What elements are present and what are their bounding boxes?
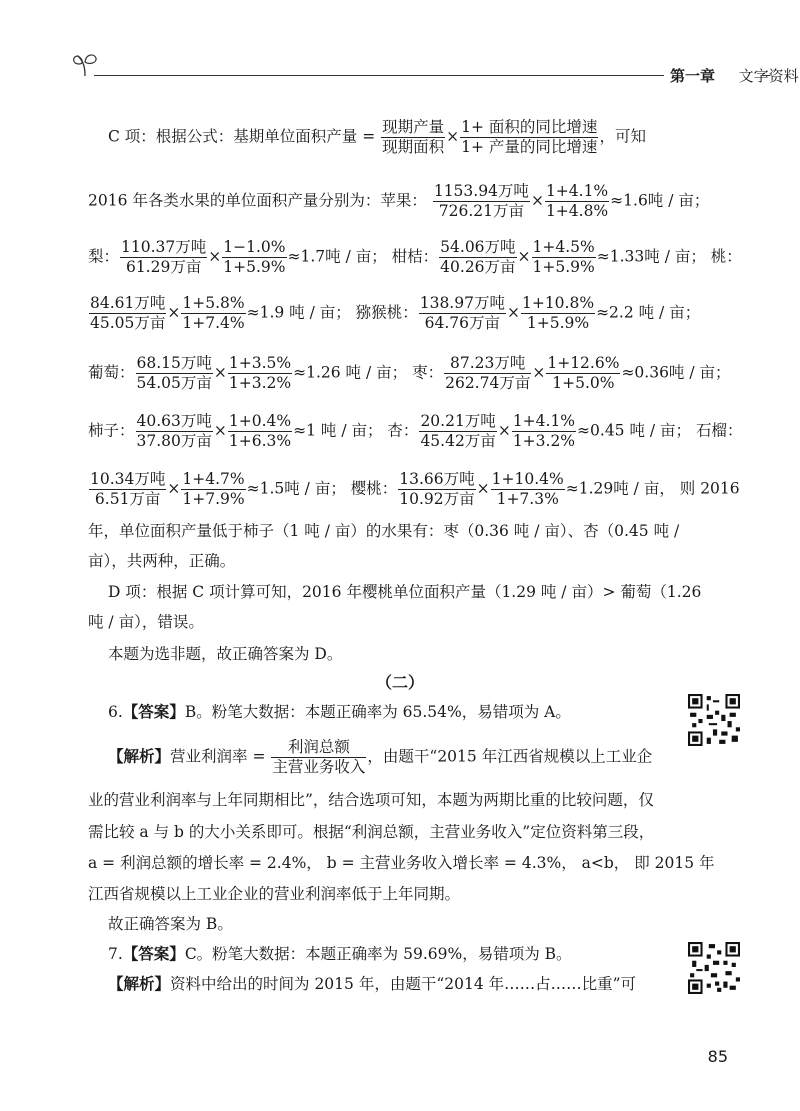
c-line-pear: 梨： $\frac{\text{110.37万吨}}{\text{61.29万亩}}$ × $\frac{1-1.0\%}{1+5.9\%}$ ≈1.7吨 / 亩； 柑桔： $\frac{\text{54.06万吨}}{\text{40.26万亩}}$ × $\frac{1+4.5\%}{1+5.9\%}$ ≈1.33吨 / 亩； 桃： [88,238,742,276]
c-suffix: ，可知 [599,127,646,146]
c-tail-line-1: 年，单位面积产量低于柿子（1 吨 / 亩）的水果有：枣（0.36 吨 / 亩）、杏（0.45 吨 / [88,522,680,540]
d-line-1: D 项：根据 C 项计算可知，2016 年樱桃单位面积产量（1.29 吨 / 亩）> 葡萄（1.26 [108,583,702,601]
q7-answer-line: 7.【答案】C。粉笔大数据：本题正确率为 59.69%，易错项为 B。 [108,945,572,963]
c-line-grape: 葡萄： $\frac{\text{68.15万吨}}{\text{54.05万亩}}$ × $\frac{1+3.5\%}{1+3.2\%}$ ≈1.26 吨 / 亩； 枣： $\frac{\text{87.23万吨}}{\text{262.74万亩}}$ × $\frac{1+12.6\%}{1+5.0\%}$ ≈0.36吨 / 亩； [88,354,731,392]
answer-tag: 【答案】 [122,703,185,721]
chapter-title: 文字资料 [738,67,799,85]
c-formula-line: C 项：根据公式：基期单位面积产量 = $\frac{\text{现期产量}}{\text{现期面积}}$ × $\frac{\text{1+ 面积的同比增速}}{\text{1+ 产量的同比增速}}$ ，可知 [108,118,646,156]
chapter-label: 第一章 [670,67,716,85]
formula-fraction-1: $\frac{\text{现期产量}}{\text{现期面积}}$ [382,118,445,156]
page-number: 85 [707,1047,728,1066]
q6-answer-line: 6.【答案】B。粉笔大数据：本题正确率为 65.54%，易错项为 A。 [108,703,571,721]
c-line-apple: 2016 年各类水果的单位面积产量分别为：苹果： $\frac{\text{1153.94万吨}}{\text{726.21万亩}}$ × $\frac{1+4.1\%}{1+4.8\%}$ ≈1.6吨 / 亩； [88,182,710,220]
q6-analysis-line-5: 江西省规模以上工业企业的营业利润率低于上年同期。 [88,885,461,903]
section-title: （二） [375,673,424,692]
formula-fraction-2: $\frac{\text{1+ 面积的同比增速}}{\text{1+ 产量的同比增速}}$ [461,118,598,156]
answer-tag: 【答案】 [122,945,185,963]
c-line-peach: $\frac{\text{84.61万吨}}{\text{45.05万亩}}$ × $\frac{1+5.8\%}{1+7.4\%}$ ≈1.9 吨 / 亩； 猕猴桃： $\frac{\text{138.97万吨}}{\text{64.76万亩}}$ × $\frac{1+10.8\%}{1+5.9\%}$ ≈2.2 吨 / 亩； [90,294,701,332]
qr-code-icon[interactable] [688,694,740,746]
q6-analysis-line-1: 【解析】营业利润率 = $\frac{\text{利润总额}}{\text{主营业务收入}}$ ，由题干“2015 年江西省规模以上工业企 [108,738,653,776]
header-text [670,65,799,86]
analysis-tag: 【解析】 [108,975,171,993]
header-rule [94,75,664,76]
c-line-persimmon: 柿子： $\frac{\text{40.63万吨}}{\text{37.80万亩}}$ × $\frac{1+0.4\%}{1+6.3\%}$ ≈1 吨 / 亩； 杏： $\frac{\text{20.21万吨}}{\text{45.42万亩}}$ × $\frac{1+4.1\%}{1+3.2\%}$ ≈0.45 吨 / 亩； 石榴： [88,412,743,450]
q7-analysis-line-1: 【解析】资料中给出的时间为 2015 年，由题干“2014 年……占……比重”可 [108,975,637,993]
c-tail-line-2: 亩），共两种，正确。 [88,552,236,570]
q6-analysis-line-2: 业的营业利润率与上年同期相比”，结合选项可知，本题为两期比重的比较问题，仅 [88,791,654,809]
leaf-icon [70,48,100,78]
q5-conclusion: 本题为选非题，故正确答案为 D。 [108,645,343,663]
profit-fraction: $\frac{\text{利润总额}}{\text{主营业务收入}}$ [272,738,366,776]
page-header [70,48,799,88]
q6-analysis-line-4: a = 利润总额的增长率 = 2.4%， b = 主营业务收入增长率 = 4.3%， a<b， 即 2015 年 [88,854,715,872]
d-line-2: 吨 / 亩），错误。 [88,613,204,631]
header-rule-end [762,75,770,76]
c-prefix: C 项：根据公式：基期单位面积产量 = [108,127,376,146]
q6-conclusion: 故正确答案为 B。 [108,915,233,933]
analysis-tag: 【解析】 [108,747,171,766]
c-line-cherry: $\frac{\text{10.34万吨}}{\text{6.51万亩}}$ × $\frac{1+4.7\%}{1+7.9\%}$ ≈1.5吨 / 亩； 樱桃： $\frac{\text{13.66万吨}}{\text{10.92万亩}}$ × $\frac{1+10.4\%}{1+7.3\%}$ ≈1.29吨 / 亩， 则 2016 [90,470,740,508]
q6-analysis-line-3: 需比较 a 与 b 的大小关系即可。根据“利润总额，主营业务收入”定位资料第三段， [88,823,655,841]
qr-code-icon[interactable] [688,942,740,994]
